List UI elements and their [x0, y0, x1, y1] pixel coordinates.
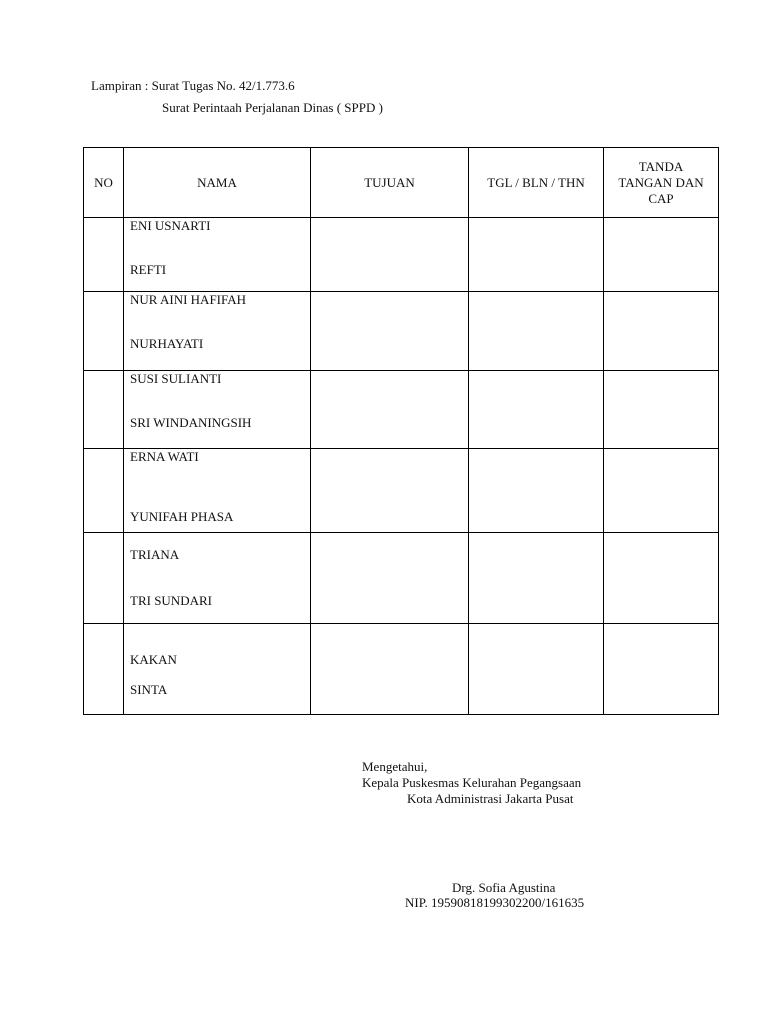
name-secondary: NURHAYATI [130, 336, 204, 351]
cell-nama [124, 292, 311, 371]
name-primary: NUR AINI HAFIFAH [130, 292, 247, 307]
cell-tanda [604, 218, 719, 292]
cell-tgl [469, 449, 604, 533]
cell-tanda [604, 371, 719, 449]
name-secondary: YUNIFAH PHASA [130, 509, 234, 524]
cell-tanda [604, 449, 719, 533]
tanda-line-3: CAP [648, 190, 674, 206]
document-title: Surat Perintaah Perjalanan Dinas ( SPPD ) [162, 100, 383, 115]
table-row [84, 449, 719, 533]
table-row [84, 624, 719, 715]
cell-nama [124, 449, 311, 533]
cell-nama [124, 624, 311, 715]
cell-tanda [604, 624, 719, 715]
cell-tujuan [311, 624, 469, 715]
cell-tgl [469, 533, 604, 624]
column-header-tanda [604, 148, 719, 218]
tanda-line-1: TANDA [638, 158, 684, 174]
table-row [84, 533, 719, 624]
table-row [84, 292, 719, 371]
name-primary: ENI USNARTI [130, 218, 211, 233]
column-header-nama: NAMA [124, 148, 311, 218]
cell-tujuan [311, 371, 469, 449]
cell-tujuan [311, 292, 469, 371]
cell-tujuan [311, 449, 469, 533]
column-header-no: NO [84, 148, 124, 218]
sppd-table [83, 147, 719, 715]
cell-tujuan [311, 533, 469, 624]
city-administration: Kota Administrasi Jakarta Pusat [407, 791, 574, 806]
name-primary: TRIANA [130, 547, 180, 562]
cell-no [84, 533, 124, 624]
cell-tgl [469, 292, 604, 371]
tanda-line-2: TANGAN DAN [618, 174, 704, 190]
cell-no [84, 371, 124, 449]
name-secondary: TRI SUNDARI [130, 593, 212, 608]
acknowledgement-label: Mengetahui, [362, 759, 428, 774]
cell-tanda [604, 533, 719, 624]
cell-tujuan [311, 218, 469, 292]
signatory-nip: NIP. 19590818199302200/161635 [405, 895, 585, 910]
column-header-tgl: TGL / BLN / THN [469, 148, 604, 218]
name-secondary: REFTI [130, 262, 167, 277]
name-secondary: SINTA [130, 682, 168, 697]
cell-no [84, 218, 124, 292]
name-primary: ERNA WATI [130, 449, 199, 464]
cell-tanda [604, 292, 719, 371]
name-primary: SUSI SULIANTI [130, 371, 222, 386]
table-row [84, 218, 719, 292]
cell-tgl [469, 371, 604, 449]
cell-tgl [469, 624, 604, 715]
cell-no [84, 292, 124, 371]
cell-nama [124, 371, 311, 449]
cell-no [84, 624, 124, 715]
head-of-clinic-title: Kepala Puskesmas Kelurahan Pegangsaan [362, 775, 582, 790]
column-header-tujuan: TUJUAN [311, 148, 469, 218]
cell-tgl [469, 218, 604, 292]
signatory-name: Drg. Sofia Agustina [452, 880, 556, 895]
name-secondary: SRI WINDANINGSIH [130, 415, 252, 430]
cell-nama [124, 533, 311, 624]
table-header-row [84, 148, 719, 218]
name-primary: KAKAN [130, 652, 177, 667]
table-row [84, 371, 719, 449]
attachment-line: Lampiran : Surat Tugas No. 42/1.773.6 [91, 78, 295, 93]
cell-nama [124, 218, 311, 292]
cell-no [84, 449, 124, 533]
